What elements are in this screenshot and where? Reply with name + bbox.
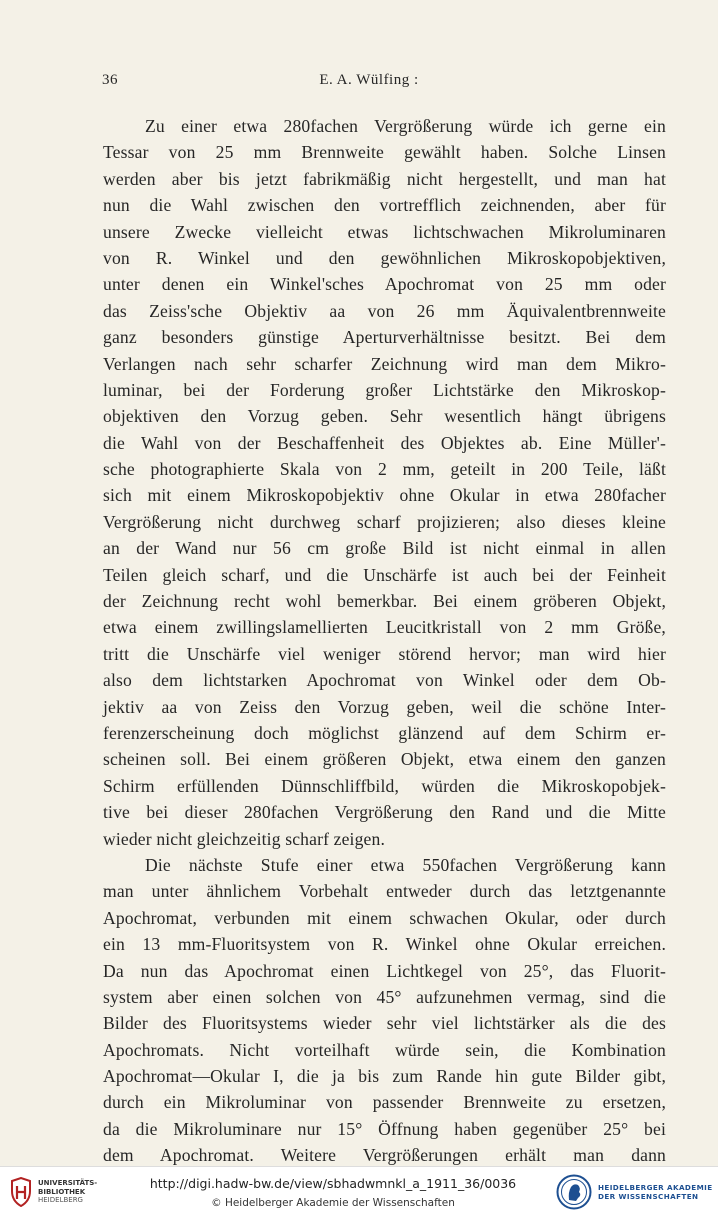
text-line: tritt die Unschärfe viel weniger störend hervor; man wird hier xyxy=(103,643,666,664)
text-line: scheinen soll. Bei einem größeren Objekt, etwa einem den ganzen xyxy=(103,749,666,770)
text-line: von R. Winkel und den gewöhnlichen Mikroskopobjektiven, xyxy=(103,247,666,268)
text-line: objektiven den Vorzug geben. Sehr wesentlich hängt übrigens xyxy=(103,406,666,427)
text-line: werden aber bis jetzt fabrikmäßig nicht hergestellt, und man hat xyxy=(103,168,666,189)
text-line: da die Mikroluminare nur 15° Öffnung haben gegenüber 25° bei xyxy=(103,1118,666,1139)
text-line: wieder nicht gleichzeitig scharf zeigen. xyxy=(103,828,385,849)
text-line: Verlangen nach sehr scharfer Zeichnung wird man dem Mikro- xyxy=(103,353,666,374)
text-line: Vergrößerung nicht durchweg scharf projizieren; also dieses kleine xyxy=(103,511,666,532)
viewer-footer xyxy=(0,1166,718,1219)
text-line: Zu einer etwa 280fachen Vergrößerung würde ich gerne ein xyxy=(145,116,666,136)
text-line: durch ein Mikroluminar von passender Brennweite zu ersetzen, xyxy=(103,1092,666,1113)
text-line: das Zeiss'sche Objektiv aa von 26 mm Äquivalentbrennweite xyxy=(103,300,666,321)
text-line: also dem lichtstarken Apochromat von Winkel oder dem Ob- xyxy=(103,670,666,691)
text-line: Apochromat, verbunden mit einem schwachen Okular, oder durch xyxy=(103,907,666,928)
text-line: der Zeichnung recht wohl bemerkbar. Bei einem gröberen Objekt, xyxy=(103,591,666,612)
text-line: man unter ähnlichem Vorbehalt entweder durch das letztgenannte xyxy=(103,881,666,902)
text-line: ganz besonders günstige Aperturverhältnisse besitzt. Bei dem xyxy=(103,327,666,348)
text-line: unter denen ein Winkel'sches Apochromat von 25 mm oder xyxy=(103,274,666,295)
academy-seal-logo xyxy=(556,1174,592,1210)
academy-name-line: HEIDELBERGER AKADEMIE xyxy=(598,1183,713,1192)
text-line: tive bei dieser 280fachen Vergrößerung den Rand und die Mitte xyxy=(103,802,666,823)
text-line: ferenzerscheinung doch möglichst glänzend auf dem Schirm er- xyxy=(103,722,666,743)
library-name xyxy=(38,1179,97,1205)
library-name-line: HEIDELBERG xyxy=(38,1196,83,1204)
text-line: die Wahl von der Beschaffenheit des Objektes ab. Eine Müller'- xyxy=(103,432,666,453)
text-line: Bilder des Fluoritsystems wieder sehr viel lichtstärker als die des xyxy=(103,1013,666,1034)
text-line: jektiv aa von Zeiss den Vorzug geben, weil die schöne Inter- xyxy=(103,696,666,717)
body-text xyxy=(103,113,666,1169)
text-line: Die nächste Stufe einer etwa 550fachen Vergrößerung kann xyxy=(145,854,666,875)
text-line: an der Wand nur 56 cm große Bild ist nicht einmal in allen xyxy=(103,538,666,559)
page-number: 36 xyxy=(102,72,118,88)
library-name-line: BIBLIOTHEK xyxy=(38,1187,86,1196)
text-line: etwa einem zwillingslamellierten Leucitkristall von 2 mm Größe, xyxy=(103,617,666,638)
university-library-logo xyxy=(8,1177,34,1207)
text-line: dem Apochromat. Weitere Vergrößerungen erhält man dann xyxy=(103,1145,666,1166)
text-line: unsere Zwecke vielleicht etwas lichtschwachen Mikroluminaren xyxy=(103,221,666,242)
text-line: Schirm erfüllenden Dünnschliffbild, würden die Mikroskopobjek- xyxy=(103,775,666,796)
academy-name xyxy=(598,1183,713,1201)
copyright-notice: © Heidelberger Akademie der Wissenschaften xyxy=(211,1197,455,1209)
text-line: system aber einen solchen von 45° aufzunehmen vermag, sind die xyxy=(103,986,666,1007)
academy-name-line: DER WISSENSCHAFTEN xyxy=(598,1192,699,1201)
permalink-url[interactable]: http://digi.hadw-bw.de/view/sbhadwmnkl_a_1911_36/0036 xyxy=(149,1176,517,1191)
running-title: E. A. Wülfing : xyxy=(319,72,419,88)
library-name-line: UNIVERSITÄTS- xyxy=(38,1179,98,1187)
text-line: Apochromat—Okular I, die ja bis zum Rande hin gute Bilder gibt, xyxy=(103,1066,666,1087)
text-line: Tessar von 25 mm Brennweite gewählt haben. Solche Linsen xyxy=(103,142,666,163)
text-line: Da nun das Apochromat einen Lichtkegel von 25°, das Fluorit- xyxy=(103,960,666,981)
text-line: sich mit einem Mikroskopobjektiv ohne Okular in etwa 280facher xyxy=(103,485,666,506)
text-line: Teilen gleich scharf, und die Unschärfe ist auch bei der Feinheit xyxy=(103,564,666,585)
text-line: luminar, bei der Forderung großer Lichtstärke den Mikroskop- xyxy=(103,379,666,400)
text-line: Apochromats. Nicht vorteilhaft würde sein, die Kombination xyxy=(103,1039,666,1060)
text-line: nun die Wahl zwischen den vortrefflich zeichnenden, aber für xyxy=(103,195,666,216)
text-line: sche photographierte Skala von 2 mm, geteilt in 200 Teile, läßt xyxy=(103,459,666,480)
text-line: ein 13 mm-Fluoritsystem von R. Winkel ohne Okular erreichen. xyxy=(103,934,666,955)
page-header xyxy=(102,72,636,94)
